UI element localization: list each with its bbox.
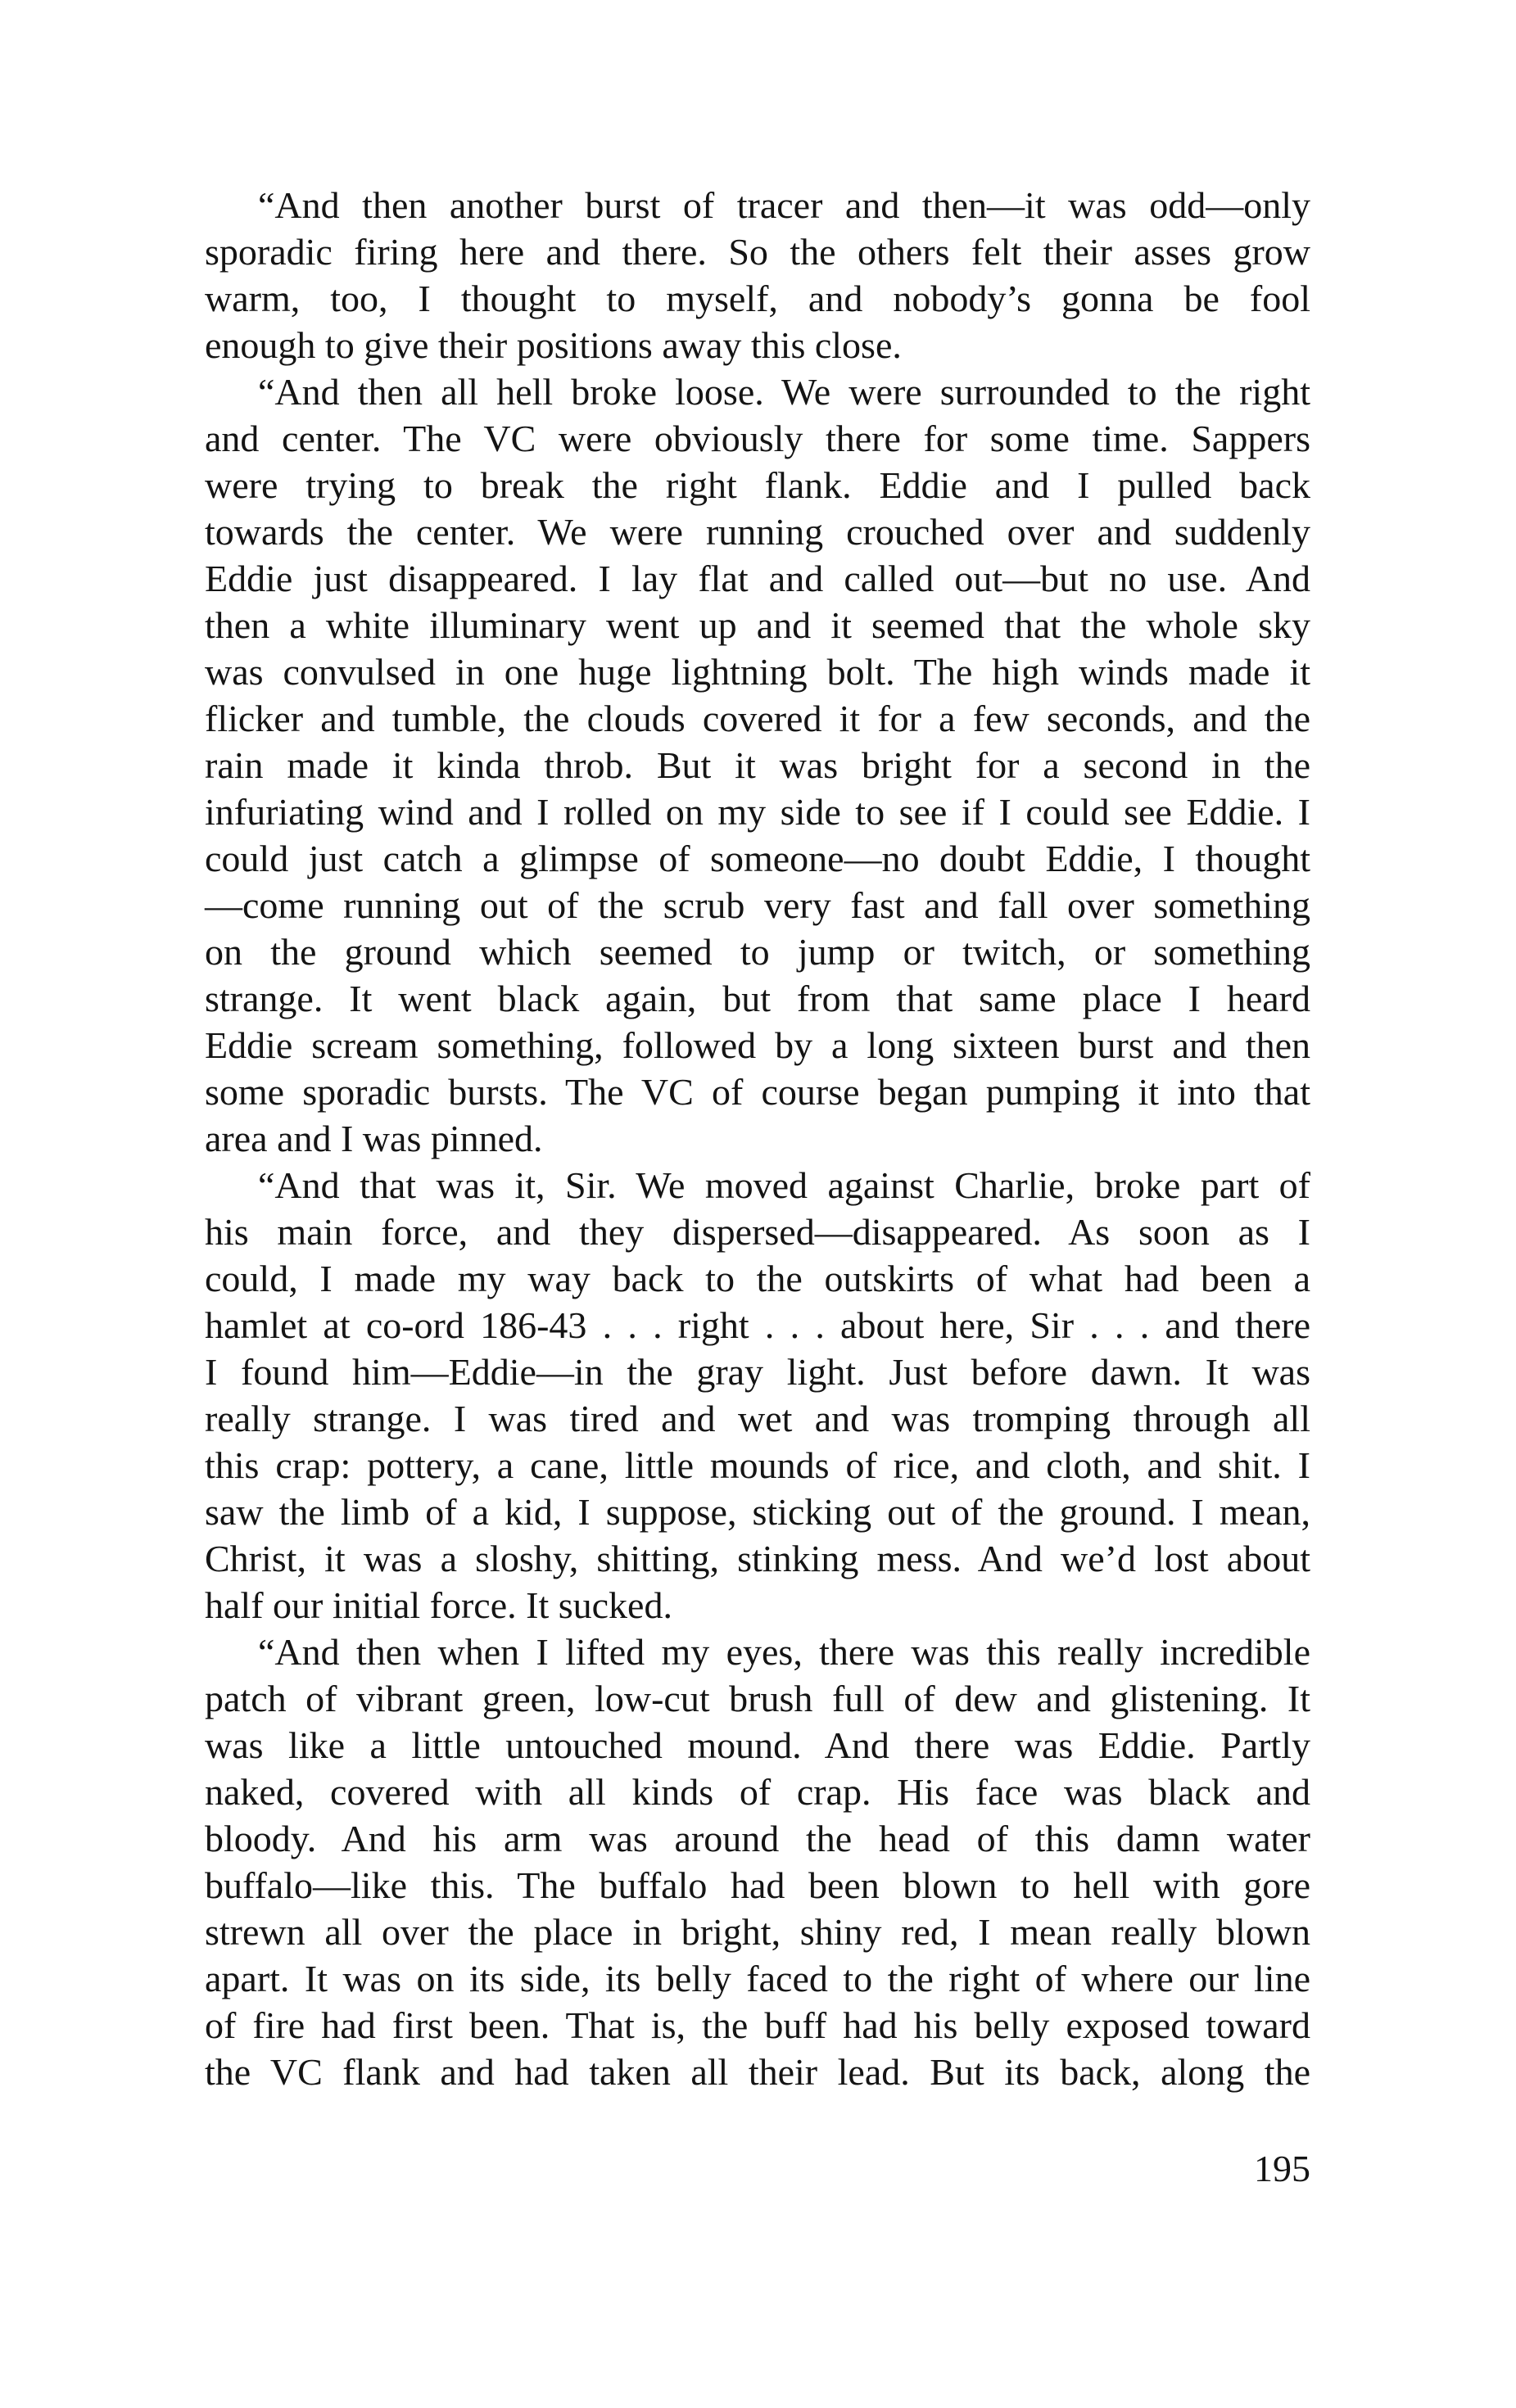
text-line: strange. It went black again, but from that same place I heard (205, 978, 1310, 1019)
text-line: and center. The VC were obviously there for some time. Sappers (205, 418, 1310, 459)
text-line: Christ, it was a sloshy, shitting, stinking mess. And we’d lost about (205, 1538, 1310, 1579)
text-line: was like a little untouched mound. And there was Eddie. Partly (205, 1724, 1310, 1766)
text-line: buffalo—like this. The buffalo had been blown to hell with gore (205, 1864, 1310, 1906)
text-line: Eddie scream something, followed by a long sixteen burst and then (205, 1024, 1310, 1066)
text-line: “And then another burst of tracer and then—it was odd—only (258, 184, 1310, 226)
text-line: strewn all over the place in bright, shiny red, I mean really blown (205, 1911, 1310, 1953)
page-number: 195 (1254, 2148, 1310, 2189)
text-line: rain made it kinda throb. But it was bright for a second in the (205, 744, 1310, 786)
text-line: half our initial force. It sucked. (205, 1584, 672, 1626)
body-text (205, 182, 1310, 2095)
text-line: this crap: pottery, a cane, little mounds of rice, and cloth, and shit. I (205, 1444, 1310, 1486)
text-line: his main force, and they dispersed—disappeared. As soon as I (205, 1211, 1310, 1253)
text-line: “And then all hell broke loose. We were surrounded to the right (258, 371, 1310, 413)
text-line: the VC flank and had taken all their lead. But its back, along the (205, 2051, 1310, 2093)
text-line: could, I made my way back to the outskirts of what had been a (205, 1258, 1310, 1299)
text-line: Eddie just disappeared. I lay flat and called out—but no use. And (205, 558, 1310, 599)
text-line: then a white illuminary went up and it seemed that the whole sky (205, 604, 1310, 646)
text-line: could just catch a glimpse of someone—no doubt Eddie, I thought (205, 838, 1310, 879)
text-line: I found him—Eddie—in the gray light. Just before dawn. It was (205, 1351, 1310, 1393)
text-line: apart. It was on its side, its belly faced to the right of where our line (205, 1958, 1310, 1999)
text-line: were trying to break the right flank. Eddie and I pulled back (205, 464, 1310, 506)
text-line: “And then when I lifted my eyes, there was this really incredible (258, 1631, 1310, 1673)
text-line: area and I was pinned. (205, 1118, 543, 1159)
text-line: “And that was it, Sir. We moved against Charlie, broke part of (258, 1164, 1310, 1206)
text-line: really strange. I was tired and wet and was tromping through all (205, 1398, 1310, 1439)
text-line: naked, covered with all kinds of crap. His face was black and (205, 1771, 1310, 1813)
text-line: —come running out of the scrub very fast and fall over something (205, 884, 1310, 926)
text-line: some sporadic bursts. The VC of course began pumping it into that (205, 1071, 1310, 1113)
text-line: towards the center. We were running crouched over and suddenly (205, 511, 1310, 553)
text-line: was convulsed in one huge lightning bolt. The high winds made it (205, 651, 1310, 693)
text-line: flicker and tumble, the clouds covered it for a few seconds, and the (205, 698, 1310, 739)
text-line: bloody. And his arm was around the head of this damn water (205, 1818, 1310, 1859)
text-line: saw the limb of a kid, I suppose, sticking out of the ground. I mean, (205, 1491, 1310, 1533)
text-line: hamlet at co-ord 186-43 . . . right . . . about here, Sir . . . and there (205, 1304, 1310, 1346)
text-line: enough to give their positions away this close. (205, 324, 902, 366)
text-line: patch of vibrant green, low-cut brush full of dew and glistening. It (205, 1678, 1310, 1719)
text-line: on the ground which seemed to jump or twitch, or something (205, 931, 1310, 973)
text-line: infuriating wind and I rolled on my side to see if I could see Eddie. I (205, 791, 1310, 833)
text-line: sporadic firing here and there. So the others felt their asses grow (205, 231, 1310, 273)
text-line: warm, too, I thought to myself, and nobody’s gonna be fool (205, 278, 1310, 319)
text-line: of fire had first been. That is, the buff had his belly exposed toward (205, 2004, 1310, 2046)
